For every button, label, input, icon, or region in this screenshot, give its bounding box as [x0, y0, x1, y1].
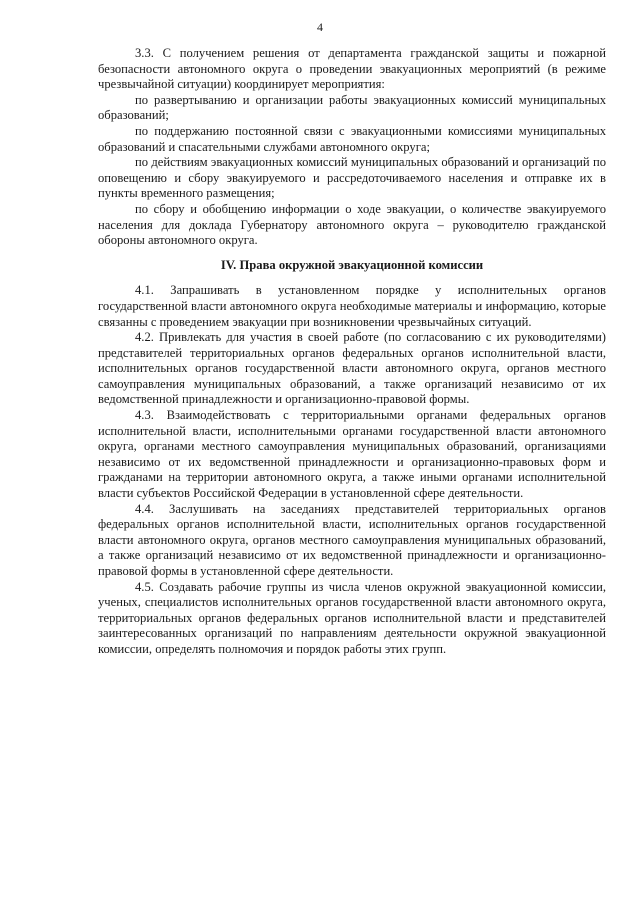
paragraph-4-1: 4.1. Запрашивать в установленном порядке у исполнительных органов государственной власти автономного округа необходимые материалы и информацию, которые связанны с проведением эвакуации при возникновении чрезвычайных ситуаций.: [98, 283, 606, 329]
section-heading: IV. Права окружной эвакуационной комиссии: [220, 257, 484, 272]
paragraph-4-5: 4.5. Создавать рабочие группы из числа членов окружной эвакуационной комиссии, ученых, специалистов исполнительных органов государственной власти автономного округа, территориальных органов федеральных органов исполнительной власти и представителей заинтересованных организаций по направлениям деятельности окружной эвакуационной комиссии, определять полномочия и порядок работы этих групп.: [98, 579, 606, 656]
paragraph-4-3: 4.3. Взаимодействовать с территориальными органами федеральных органов исполнительной власти, исполнительными органами государственной власти автономного округа, органами местного самоуправления муниципальных образований, организациями независимо от их ведомственной принадлежности и организационно-правовых форм и гражданами на территории автономного округа, а также иными органами исполнительной власти субъектов Российской Федерации в установленной сфере деятельности.: [98, 408, 606, 501]
paragraph-3-3-item-3: по действиям эвакуационных комиссий муниципальных образований и организаций по оповещению и сбору эвакуируемого и рассредоточиваемого населения и отправке их в пункты временного размещения;: [98, 155, 606, 201]
paragraph-3-3: 3.3. С получением решения от департамента гражданской защиты и пожарной безопасности автономного округа о проведении эвакуационных мероприятий (в режиме чрезвычайной ситуации) координирует мероприятия:: [98, 46, 606, 92]
document-body: [98, 46, 606, 658]
paragraph-4-2: 4.2. Привлекать для участия в своей работе (по согласованию с их руководителями) представителей территориальных органов федеральных органов исполнительной власти, исполнительных органов государственной власти автономного округа, органов местного самоуправления муниципальных образований, а также организаций независимо от их ведомственной принадлежности и организационно-правовой формы.: [98, 330, 606, 407]
paragraph-4-4: 4.4. Заслушивать на заседаниях представителей территориальных органов федеральных органов исполнительной власти, исполнительных органов государственной власти автономного округа, органов местного самоуправления муниципальных образований, а также организаций независимо от их ведомственной принадлежности и организационно-правовой формы в установленной сфере деятельности.: [98, 501, 606, 578]
paragraph-3-3-item-1: по развертыванию и организации работы эвакуационных комиссий муниципальных образований;: [98, 92, 606, 123]
paragraph-3-3-item-2: по поддержанию постоянной связи с эвакуационными комиссиями муниципальных образований и спасательными службами автономного округа;: [98, 123, 606, 154]
paragraph-3-3-item-4: по сбору и обобщению информации о ходе эвакуации, о количестве эвакуируемого населения для доклада Губернатору автономного округа – руководителю гражданской обороны автономного округа.: [98, 201, 606, 248]
page-number: 4: [317, 20, 323, 34]
